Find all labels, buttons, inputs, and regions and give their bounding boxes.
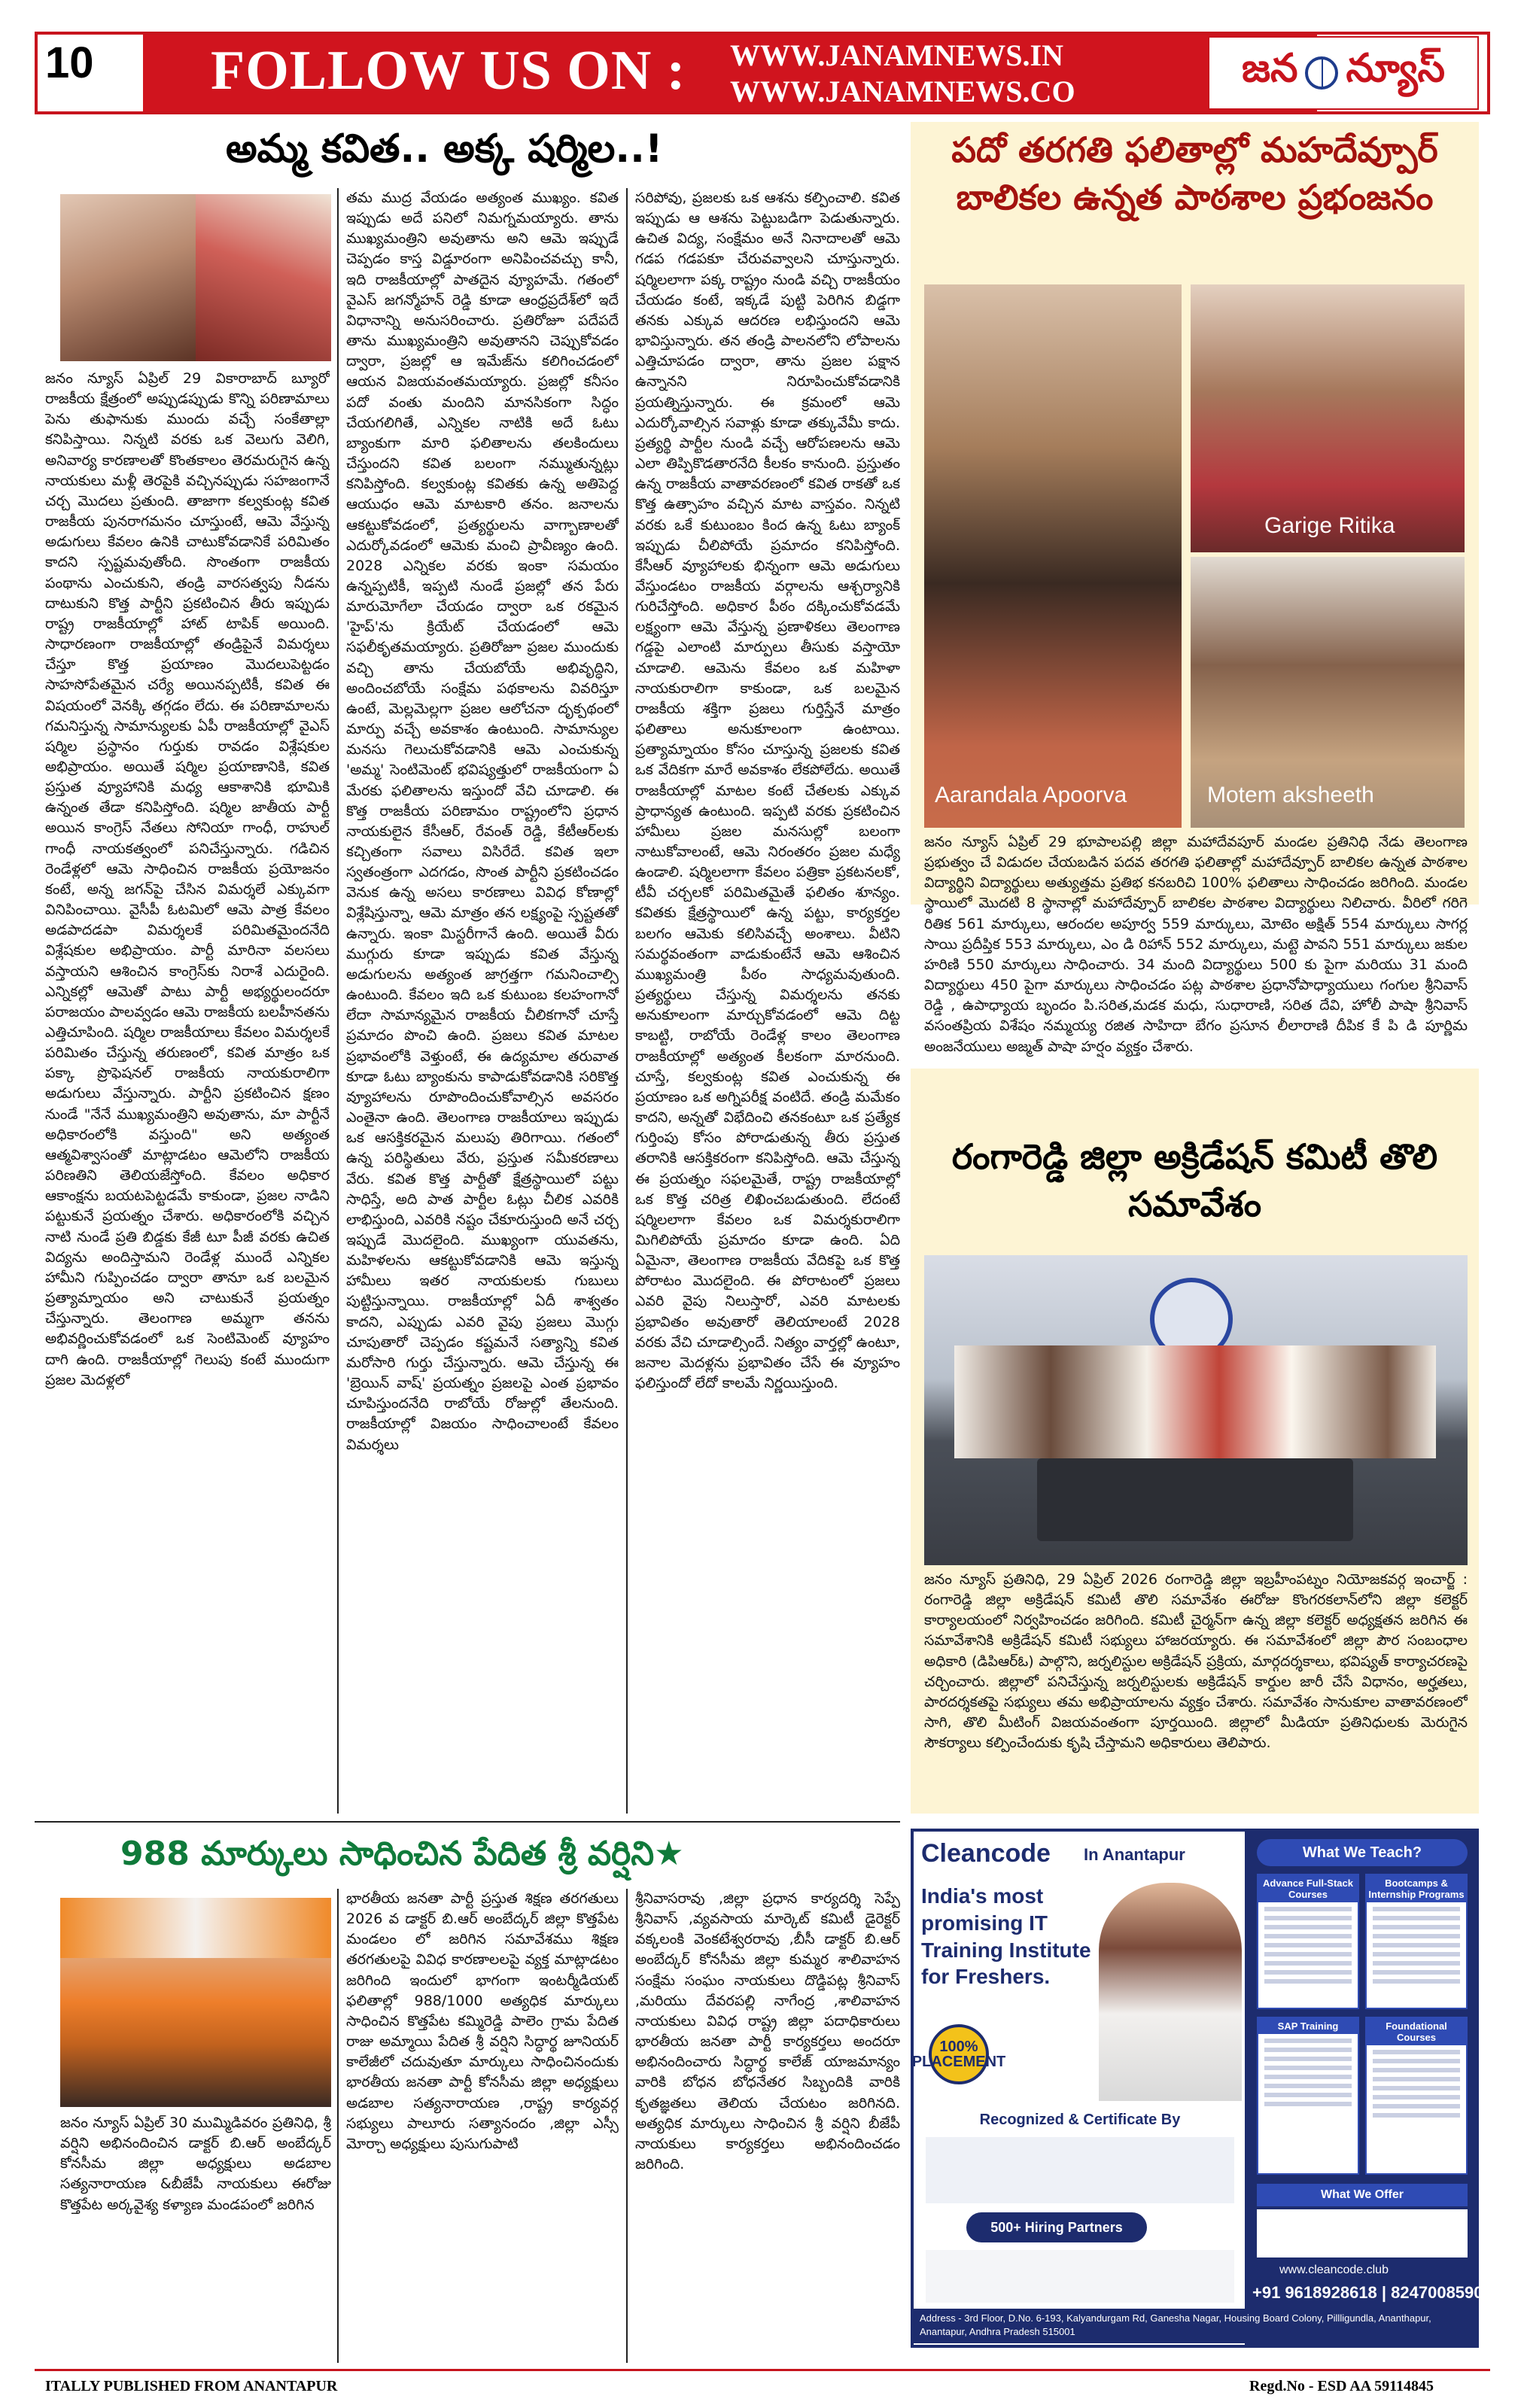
offer-icons-strip: [1257, 2209, 1468, 2258]
partner-logos: [926, 2250, 1234, 2303]
student-article-title: 988 మార్కులు సాధించిన పేదిత శ్రీ వర్షిని★: [120, 1835, 684, 1873]
follow-us-label: FOLLOW US ON :: [211, 40, 686, 102]
main-article-column-2: తమ ముద్ర వేయడం అత్యంత ముఖ్యం. కవిత ఇప్పుడు అదే పనిలో నిమగ్నమయ్యారు. తాను ముఖ్యమంత్రిని అవుతాను అని ఆమె ఇప్పుడే చెప్పడం కాస్త విడ్డూరంగా అనిపించవచ్చు కానీ, ఇది రాజకీయాల్లో పాతదైన వ్యూహమే. గతంలో వైఎస్ జగన్మోహన్ రెడ్డి కూడా ఆంధ్రప్రదేశ్‌లో ఇదే విధానాన్ని అనుసరించారు. ప్రతిరోజూ పదేపదే తాను ముఖ్యమంత్రిని అవుతానని చెప్పుకోవడం ద్వారా, ప్రజల్లో ఆ ఇమేజ్‌ను కలిగించడంలో ఆయన విజయవంతమయ్యారు. ప్రజల్లో కనీసం పదో వంతు మందిని మానసికంగా సిద్ధం చేయగలిగితే, ఎన్నికల నాటికి అదే ఓటు బ్యాంకుగా మారి ఫలితాలను తలకిందులు చేస్తుందని కవిత బలంగా నమ్ముతున్నట్లు కనిపిస్తోంది. కల్వకుంట్ల కవితకు ఉన్న అతిపెద్ద ఆయుధం ఆమె మాటకారి తనం. జనాలను ఆకట్టుకోవడంలో, ప్రత్యర్థులను వాగ్బాణాలతో ఎదుర్కోవడంలో ఆమెకు మంచి ప్రావీణ్యం ఉంది. 2028 ఎన్నికల వరకు ఇంకా సమయం ఉన్నప్పటికీ, ఇప్పటి నుండే ప్రజల్లో తన పేరు మారుమోగేలా చేయడం ద్వారా ఒక రకమైన 'హైప్'ను క్రియేట్ చేయడంలో ఆమె సఫలీకృతమయ్యారు. ప్రతిరోజూ ప్రజల ముందుకు వచ్చి తాను చేయబోయే అభివృద్ధిని, అందించబోయే సంక్షేమ పథకాలను వివరిస్తూ ఉంటే, మెల్లమెల్లగా ప్రజల ఆలోచనా దృక్పథంలో మార్పు వచ్చే అవకాశం ఉంటుంది. సామాన్యుల మనసు గెలుచుకోవడానికి ఆమె ఎంచుకున్న 'అమ్మ' సెంటిమెంట్ భవిష్యత్తులో రాజకీయంగా ఏ మేరకు ఫలితాలను ఇస్తుందో వేచి చూడాలి. ఈ కొత్త రాజకీయ పరిణామం రాష్ట్రంలోని ప్రధాన నాయకులైన కేసీఆర్, రేవంత్ రెడ్డి, కేటీఆర్‌లకు కచ్చితంగా సవాలు విసిరేదే. కవిత ఇలా స్వతంత్రంగా ఎదగడం, సొంత పార్టీని ప్రకటించడం వెనుక ఉన్న అసలు కారణాలు వివిధ కోణాల్లో విశ్లేషిస్తున్నా, ఆమె మాత్రం తన లక్ష్యంపై స్పష్టతతో ఉన్నారు. ఇంకా మిస్టరీగానే ఉంది. అయితే వీరు ముగ్గురు కూడా ఇప్పుడు కవిత వేస్తున్న అడుగులను అత్యంత జాగ్రత్తగా గమనించాల్సి ఉంటుంది. కేవలం ఇది ఒక కుటుంబ కలహంగానో లేదా సామాన్యమైన రాజకీయ చీలికగానో చూస్తే ప్రమాదం పొంచి ఉంది. ప్రజలు కవిత మాటల ప్రభావంలోకి వెళ్తుంటే, ఈ ఉద్యమాల తరువాత కూడా ఓటు బ్యాంకును కాపాడుకోవడానికి సరికొత్త వ్యూహాలను రూపొందించుకోవాల్సిన అవసరం ఎంతైనా ఉంది. తెలంగాణ రాజకీయాలు ఇప్పుడు ఒక ఆసక్తికరమైన మలుపు తిరిగాయి. గతంలో ఉన్న పరిస్థితులు వేరు, ప్రస్తుత సమీకరణాలు వేరు. కవిత కొత్త పార్టీతో క్షేత్రస్థాయిలో పట్టు సాధిస్తే, అది పాత పార్టీల ఓట్లు చీలిక ఎవరికి లాభిస్తుంది, ఎవరికి నష్టం చేకూరుస్తుంది అనే చర్చ ఇప్పుడే మొదలైంది. ముఖ్యంగా యువతను, మహిళలను ఆకట్టుకోవడానికి ఆమె ఇస్తున్న హామీలు ఇతర నాయకులకు గుబులు పుట్టిస్తున్నాయి. రాజకీయాల్లో ఏదీ శాశ్వతం కాదని, ఎప్పుడు ఎవరి వైపు ప్రజలు మొగ్గు చూపుతారో చెప్పడం కష్టమనే సత్యాన్ని కవిత మరోసారి గుర్తు చేస్తున్నారు. ఆమె చేస్తున్న ఈ 'బ్రెయిన్ వాష్' ప్రయత్నం ప్రజలపై ఎంత ప్రభావం చూపిస్తుందనేది రాబోయే రోజుల్లో తేలనుంది. రాజకీయాల్లో విజయం సాధించాలంటే కేవలం విమర్శలు: [346, 190, 619, 1453]
ad-address: Address - 3rd Floor, D.No. 6-193, Kalyandurgam Rd, Ganesha Nagar, Housing Board Colony, Pillligundla, Ananthapur, Anantapur, Andhra Pradesh 515001: [914, 2309, 1471, 2343]
what-we-teach-heading: What We Teach?: [1257, 1839, 1468, 1866]
course-box-bootcamps: [1365, 1874, 1468, 2009]
certification-logos: [926, 2137, 1234, 2203]
column-divider: [626, 1889, 628, 2363]
website-link-in[interactable]: WWW.JANAMNEWS.IN: [730, 38, 1064, 72]
course-box-title: Bootcamps & Internship Programs: [1367, 1875, 1466, 1902]
course-box-sap: [1257, 2017, 1359, 2175]
student-article-column-1: జనం న్యూస్ ఏప్రిల్ 30 ముమ్మిడివరం ప్రతినిధి, శ్రీ వర్షిని అభినందించిన డాక్టర్ బి.ఆర్ అంబేద్కర్ కోనసీమ జిల్లా అధ్యక్షులు అడబాల సత్యనారాయణ &బీజేపీ నాయకులు ఈరోజు కొత్తపేట అర్కవైశ్య కళ్యాణ మండపంలో జరిగిన: [60, 2115, 331, 2213]
chakra-icon: [1305, 56, 1338, 90]
photo-caption: Aarandala Apoorva: [935, 783, 1127, 807]
results-article-title: పదో తరగతి ఫలితాల్లో మహదేవ్పూర్ బాలికల ఉన్నత పాఠశాల ప్రభంజనం: [951, 129, 1438, 218]
ad-headline: India's most promising IT Training Institute for Freshers.: [921, 1884, 1091, 1989]
main-article-column-3: సరిపోవు, ప్రజలకు ఒక ఆశను కల్పించాలి. కవిత ఇప్పుడు ఆ ఆశను పెట్టుబడిగా పెడుతున్నారు. ఉచిత విద్య, సంక్షేమం అనే నినాదాలతో ఆమె గడప గడపకూ చేరువవ్వాలని చూస్తున్నారు. షర్మిలలాగా పక్క రాష్ట్రం నుండి వచ్చి రాజకీయం చేయడం కంటే, ఇక్కడే పుట్టి పెరిగిన బిడ్డగా తనకు ఎక్కువ ఆదరణ లభిస్తుందని ఆమె భావిస్తున్నారు. తన తండ్రి పాలనలోని లోపాలను ఎత్తిచూపడం ద్వారా, తాను ప్రజల పక్షాన ఉన్నానని నిరూపించుకోవడానికి ప్రయత్నిస్తున్నారు. ఈ క్రమంలో ఆమె ఎదుర్కోవాల్సిన సవాళ్లు కూడా తక్కువేమీ కాదు. ప్రత్యర్థి పార్టీల నుండి వచ్చే ఆరోపణలను ఆమె ఎలా తిప్పికొడతారనేది కీలకం కానుంది. ప్రస్తుతం ఉన్న రాజకీయ వాతావరణంలో కవిత రాకతో ఒక కొత్త ఉత్సాహం వచ్చిన మాట వాస్తవం. నిన్నటి వరకు ఒకే కుటుంబం కింద ఉన్న ఓటు బ్యాంక్ ఇప్పుడు చీలిపోయే ప్రమాదం కనిపిస్తోంది. కేసీఆర్ వ్యూహాలకు భిన్నంగా ఆమె అడుగులు వేస్తుండటం రాజకీయ వర్గాలను ఆశ్చర్యానికి గురిచేస్తోంది. అధికార పీఠం దక్కించుకోవడమే లక్ష్యంగా ఆమె వేస్తున్న ప్రణాళికలు తెలంగాణ గడ్డపై ఎలాంటి మార్పులు తీసుకు వస్తాయో చూడాలి. ఆమెను కేవలం ఒక మహిళా నాయకురాలిగా కాకుండా, ఒక బలమైన రాజకీయ శక్తిగా ప్రజలు గుర్తిస్తేనే మాత్రం ఫలితాలు అనుకూలంగా ఉంటాయి. ప్రత్యామ్నాయం కోసం చూస్తున్న ప్రజలకు కవిత ఒక వేదికగా మారే అవకాశం లేకపోలేదు. అయితే రాజకీయాల్లో మాటల కంటే చేతలకు ఎక్కువ ప్రాధాన్యత ఉంటుంది. ఇప్పటి వరకు ప్రకటించిన హామీలు ప్రజల మనసుల్లో బలంగా నాటుకోవాలంటే, ఆమె నిరంతరం ప్రజల మధ్యే ఉండాలి. షర్మిలలాగా కేవలం పత్రికా ప్రకటనలకో, టీవీ చర్చలకో పరిమితమైతే ఫలితం శూన్యం. కవితకు క్షేత్రస్థాయిలో ఉన్న పట్టు, కార్యకర్తల బలగం ఆమెకు కలిసివచ్చే అంశాలు. వీటిని సమర్థవంతంగా వాడుకుంటేనే ఆమె ఆశించిన ముఖ్యమంత్రి పీఠం సాధ్యమవుతుంది. ప్రత్యర్థులు చేస్తున్న విమర్శలను తనకు అనుకూలంగా మార్చుకోవడంలో ఆమె దిట్ట కాబట్టి, రాబోయే రెండేళ్ల కాలం తెలంగాణ రాజకీయాల్లో అత్యంత కీలకంగా మారనుంది. చూస్తే, కల్వకుంట్ల కవిత ఎంచుకున్న ఈ ప్రయాణం ఒక అగ్నిపరీక్ష వంటిదే. తండ్రి మమేకం కాదని, అన్నతో విభేదించి తనకంటూ ఒక ప్రత్యేక గుర్తింపు కోసం పోరాడుతున్న తీరు ప్రస్తుత తరానికి ఆసక్తికరంగా కనిపిస్తోంది. ఆమె చేస్తున్న ఈ ప్రయత్నం సఫలమైతే, రాష్ట్ర రాజకీయాల్లో ఒక కొత్త చరిత్ర లిఖించబడుతుంది. లేదంటే షర్మిలలాగా కేవలం ఒక విమర్శకురాలిగా మిగిలిపోయే ప్రమాదం కూడా ఉంది. ఏది ఏమైనా, తెలంగాణ రాజకీయ వేదికపై ఒక కొత్త పోరాటం మొదలైంది. ఈ పోరాటంలో ప్రజలు ఎవరి వైపు నిలుస్తారో, ఎవరి మాటలకు ప్రభావితం అవుతారో తెలియాలంటే 2028 వరకు వేచి చూడాల్సిందే. నిత్యం వార్తల్లో ఉంటూ, జనాల మెదళ్లను ప్రభావితం చేసే ఈ వ్యూహం ఫలిస్తుందో లేదో కాలమే నిర్ణయిస్తుంది.: [635, 190, 900, 1392]
ad-website[interactable]: www.cleancode.club: [1279, 2264, 1389, 2276]
photo-caption: Garige Ritika: [1264, 513, 1395, 538]
website-link-co[interactable]: WWW.JANAMNEWS.CO: [730, 74, 1075, 108]
logo-text-left: జన: [1241, 45, 1298, 91]
section-divider: [35, 1821, 900, 1823]
results-article-body: జనం న్యూస్ ఏప్రిల్ 29 భూపాలపల్లి జిల్లా మహాదేవపూర్ మండల ప్రతినిధి నేడు తెలంగాణ ప్రభుత్వం చే విడుదల చేయబడిన పదవ తరగతి ఫలితాల్లో మహాదేవ్పూర్ బాలికల ఉన్నత పాఠశాల విద్యార్థిని విద్యార్థులు అత్యుత్తమ ప్రతిభ కనబరిచి 100% ఫలితాలు సాధించడం జరిగింది. మండల స్థాయిలో మొదటి 8 స్థానాల్లో మహాదేవ్పూర్ బాలికల పాఠశాల విద్యార్థులు నిలిచారు. వీరిలో గరిగె రితిక 561 మార్కులు, ఆరందల అపూర్వ 559 మార్కులు, మోటెం అక్షిత్ 554 మార్కులు సాగర్ల సాయి ప్రదీప్తిక 553 మార్కులు, ఎం డి రిహాన్ 552 మార్కులు, మట్టె పావని 551 మార్కులు జకుల హరిణి 550 మార్కులు సాధించారు. 34 మంది విద్యార్థులు 500 కు పైగా మరియు 31 మంది విద్యార్థులు 450 పైగా మార్కులు సాధించడం పట్ల పాఠశాల ప్రధానోపాధ్యాయులు గంగుల శ్రీనివాస్ రెడ్డి , ఉపాధ్యాయ బృందం పి.సరిత,మడక మధు, సుధారాణి, సరిత దేవి, హోలీ పాషా శ్రీనివాస్ వసంతప్రియ విశేషం నమ్మయ్య రజిత సాహిదా బేగం ప్రసూన లీలారాణి దీపిక కే పి డి పూర్ణిమ అంజనేయులు అజ్మత్ పాషా హర్షం వ్యక్తం చేశారు.: [924, 834, 1468, 1055]
main-article-title: అమ్మ కవిత.. అక్క షర్మిల..!: [226, 126, 663, 172]
student-felicitation-photo: [60, 1898, 331, 2107]
placement-badge: 100% PLACEMENT: [929, 2024, 989, 2084]
student-article-column-2: భారతీయ జనతా పార్టీ ప్రస్తుత శిక్షణ తరగతులు 2026 వ డాక్టర్ బి.ఆర్ అంబేద్కర్ జిల్లా కొత్తపేట మండలం లో జరిగిన సమావేశము శిక్షణ తరగతులపై వివిధ కారణాలలపై వ్యక్త మాట్లాడటం జరిగింది ఇందులో భాగంగా ఇంటర్మీడియట్ ఫలితాల్లో 988/1000 అత్యధిక మార్కులు సాధించిన కొత్తపేట కమ్మిరెడ్డి పాలెం గ్రామ పేదిత రాజు అమ్మాయి పేదిత శ్రీ వర్షిని సిద్ధార్థ జూనియర్ కాలేజీలో చదువుతూ మార్కులు సాధించినందుకు భారతీయ జనతా పార్టీ కోనసీమ జిల్లా అధ్యక్షులు అడబాల సత్యనారాయణ ,రాష్ట్ర కార్యవర్గ సభ్యులు పాలూరు సత్యానందం ,జిల్లా ఎస్సీ మోర్చా అధ్యక్షులు పుసుగుపాటి: [346, 1890, 619, 2152]
footer-registration: Regd.No - ESD AA 59114845: [1249, 2378, 1434, 2394]
committee-article-title: రంగారెడ్డి జిల్లా అక్రిడేషన్ కమిటీ తొలి సమావేశం: [951, 1136, 1438, 1225]
column-divider: [337, 1889, 339, 2363]
hiring-partners-label: 500+ Hiring Partners: [966, 2212, 1147, 2242]
ad-brand-name: Cleancode: [921, 1839, 1051, 1868]
what-we-offer-heading: What We Offer: [1257, 2184, 1468, 2206]
course-box-fullstack: [1257, 1874, 1359, 2009]
committee-article-body: జనం న్యూస్ ప్రతినిధి, 29 ఏప్రిల్ 2026 రంగారెడ్డి జిల్లా ఇబ్రహీంపట్నం నియోజకవర్గ ఇంచార్జ్ : రంగారెడ్డి జిల్లా అక్రిడేషన్ కమిటీ తొలి సమావేశం ఈరోజు కొంగరకలాన్‌లోని జిల్లా కలెక్టర్ కార్యాలయంలో నిర్వహించడం జరిగింది. కమిటీ చైర్మన్‌గా ఉన్న జిల్లా కలెక్టర్ అధ్యక్షతన జరిగిన ఈ సమావేశానికి అక్రిడేషన్ కమిటీ సభ్యులు హాజరయ్యారు. ఈ సమావేశంలో జిల్లా పౌర సంబంధాల అధికారి (డిపిఆర్ఓ) పాల్గొని, జర్నలిస్టుల అక్రిడేషన్ ప్రక్రియ, మార్గదర్శకాలు, భవిష్యత్ కార్యాచరణపై చర్చించారు. జిల్లాలో పనిచేస్తున్న జర్నలిస్టులకు అక్రిడేషన్ కార్డుల జారీ చేసే విధానం, అర్హతలు, పారదర్శకతపై సభ్యులు తమ అభిప్రాయాలను వ్యక్తం చేశారు. సమావేశం సానుకూల వాతావరణంలో సాగి, తొలి మీటింగ్ విజయవంతంగా పూర్తయింది. జిల్లాలో మీడియా ప్రతినిధులకు మెరుగైన సౌకర్యాలు కల్పించేందుకు కృషి చేస్తామని అధికారులు తెలిపారు.: [924, 1571, 1468, 1752]
student-article-column-3: శ్రీనివాసరావు ,జిల్లా ప్రధాన కార్యదర్శి సెప్పే శ్రీనివాస్ ,వ్యవసాయ మార్కెట్ కమిటీ డైరెక్టర్ వక్కలంకి వెంకటేశ్వరరావు ,బీసీ డాక్టర్ బి.ఆర్ అంబేద్కర్ కోనసీమ జిల్లా కుమ్మర శాలివాహన సంక్షేమ సంఘం నాయకులు దొడ్డిపట్ల శ్రీనివాస్ ,మరియు దేవరపల్లి నాగేంద్ర ,శాలివాహన నాయకులు వివిధ రాష్ట్ర జిల్లా పదాధికారులు భారతీయ జనతా పార్టీ కార్యకర్తలు అందరూ అభినందించారు సిద్ధార్థ కాలేజ్ యాజమాన్యం వారికి బోధన బోధనేతర సిబ్బందికి వారికి కృతజ్ఞతలు తెలియ చేయటం జరిగినది. అత్యధిక మార్కులు సాధించిన శ్రీ వర్షిని బీజేపీ నాయకులు కార్యకర్తలు అభినందించడం జరిగింది.: [635, 1890, 900, 2173]
conference-table: [1037, 1458, 1353, 1541]
committee-meeting-photo: [924, 1255, 1468, 1565]
footer-publication-note: ITALLY PUBLISHED FROM ANANTAPUR: [45, 2378, 338, 2394]
logo-text-right: న్యూస్: [1346, 45, 1446, 91]
student-photo-apoorva: [924, 284, 1182, 828]
ad-phone[interactable]: +91 9618928618 | 8247008590: [1252, 2283, 1483, 2302]
column-divider: [626, 188, 628, 1814]
ad-city: In Anantapur: [1084, 1845, 1185, 1864]
janam-news-logo: [1208, 36, 1479, 110]
student-photo-ritika: [1191, 284, 1465, 552]
page-number: 10: [45, 38, 94, 87]
photo-sharmila: [196, 194, 331, 361]
course-box-title: Foundational Courses: [1367, 2018, 1466, 2045]
meeting-attendees: [954, 1345, 1436, 1458]
photo-caption: Motem aksheeth: [1207, 783, 1374, 807]
main-article-photo: [60, 194, 331, 361]
photo-kavitha: [60, 194, 196, 361]
course-box-title: SAP Training: [1258, 2018, 1358, 2034]
main-article-column-1: జనం న్యూస్ ఏప్రిల్ 29 వికారాబాద్ బ్యూరో రాజకీయ క్షేత్రంలో అప్పుడప్పుడు కొన్ని పరిణామాలు పెను తుఫానుకు ముందు వచ్చే సంకేతాల్లా కనిపిస్తాయి. నిన్నటి వరకు ఒక వెలుగు వెలిగి, అనివార్య కారణాలతో కొంతకాలం తెరమరుగైన ఉన్న నాయకులు మళ్లీ తెరపైకి వచ్చినప్పుడు సహజంగానే చర్చ మొదలు ప్రతుంది. తాజాగా కల్వకుంట్ల కవిత రాజకీయ పునరాగమనం చూస్తుంటే, ఆమె వేస్తున్న అడుగులు కేవలం ఉనికి చాటుకోవడానికే పరిమితం కాదని స్పష్టమవుతోంది. సొంతంగా రాజకీయ పంథాను ఎంచుకుని, తండ్రి వారసత్వపు నీడను దాటుకుని కొత్త పార్టీని ప్రకటించిన తీరు ఇప్పుడు రాష్ట్ర రాజకీయాల్లో హాట్ టాపిక్ అయింది. సాధారణంగా రాజకీయాల్లో తండ్రిపైనే విమర్శలు చేస్తూ కొత్త ప్రయాణం మొదలుపెట్టడం సాహసోపేతమైన చర్యే అయినప్పటికీ, కవిత ఈ విషయంలో వెనక్కి తగ్గడం లేదు. ఈ పరిణామాలను గమనిస్తున్న సామాన్యులకు ఏపీ రాజకీయాల్లో వైఎస్ షర్మిల ప్రస్థానం గుర్తుకు రావడం విశ్లేషకుల అభిప్రాయం. అయితే షర్మిల ప్రయాణానికి, కవిత ప్రస్తుత వ్యూహానికి మధ్య ఆకాశానికి భూమికి ఉన్నంత తేడా కనిపిస్తోంది. షర్మిల జాతీయ పార్టీ అయిన కాంగ్రెస్ నేతలు సోనియా గాంధీ, రాహుల్ గాంధీ నాయకత్వంలో పనిచేస్తున్నారు. గడిచిన రెండేళ్లలో ఆమె సాధించిన రాజకీయ ప్రయోజనం కంటే, అన్న జగన్‌పై చేసిన విమర్శలే ఎక్కువగా వినిపించాయి. వైసీపీ ఓటమిలో ఆమె పాత్ర కేవలం అడపాదడపా విమర్శలకే పరిమితమైందనేది విశ్లేషకుల అభిప్రాయం. పార్టీ మారినా వలసలు వస్తాయని ఆశించిన కాంగ్రెస్‌కు నిరాశే ఎదురైంది. ఎన్నికల్లో ఆమెతో పాటు పార్టీ అభ్యర్థులందరూ పరాజయం పాలవ్వడం ఆమె రాజకీయ బలహీనతను ఎత్తిచూపింది. షర్మిల రాజకీయాలు కేవలం విమర్శలకే పరిమితం చేస్తున్న తరుణంలో, కవిత మాత్రం ఒక పక్కా ప్రొఫెషనల్ రాజకీయ నాయకురాలిగా అడుగులు వేస్తున్నారు. పార్టీని ప్రకటించిన క్షణం నుండే "నేనే ముఖ్యమంత్రిని అవుతాను, మా పార్టీనే అధికారంలోకి వస్తుంది" అని అత్యంత ఆత్మవిశ్వాసంతో మాట్లాడటం ఆమెలోని రాజకీయ పరిణతిని తెలియజేస్తోంది. కేవలం అధికార ఆకాంక్షను బయటపెట్టడమే కాకుండా, ప్రజల నాడిని పట్టుకునే ప్రయత్నం చేశారు. అధికారంలోకి వచ్చిన నాటి నుండే ప్రతి బిడ్డకు కేజీ టూ పీజీ వరకు ఉచిత విద్యను అందిస్తామని రెండేళ్ల ముందే ఎన్నికల హామీని గుప్పించడం ద్వారా తానూ ఒక బలమైన ప్రత్యామ్నాయం అని చాటుకునే ప్రయత్నం చేస్తున్నారు. తెలంగాణ అమ్మగా తనను అభివర్ణించుకోవడంలో ఒక సెంటిమెంట్ వ్యూహం దాగి ఉంది. రాజకీయాల్లో గెలుపు కంటే ముందుగా ప్రజల మెదళ్లలో: [45, 370, 330, 1388]
column-divider: [337, 188, 339, 1814]
event-banner: [60, 1898, 331, 1958]
course-box-foundational: [1365, 2017, 1468, 2175]
course-box-title: Advance Full-Stack Courses: [1258, 1875, 1358, 1902]
ad-recognized-label: Recognized & Certificate By: [979, 2112, 1181, 2128]
footer-rule: [35, 2369, 1490, 2371]
ad-model-photo: [1099, 1883, 1242, 2101]
